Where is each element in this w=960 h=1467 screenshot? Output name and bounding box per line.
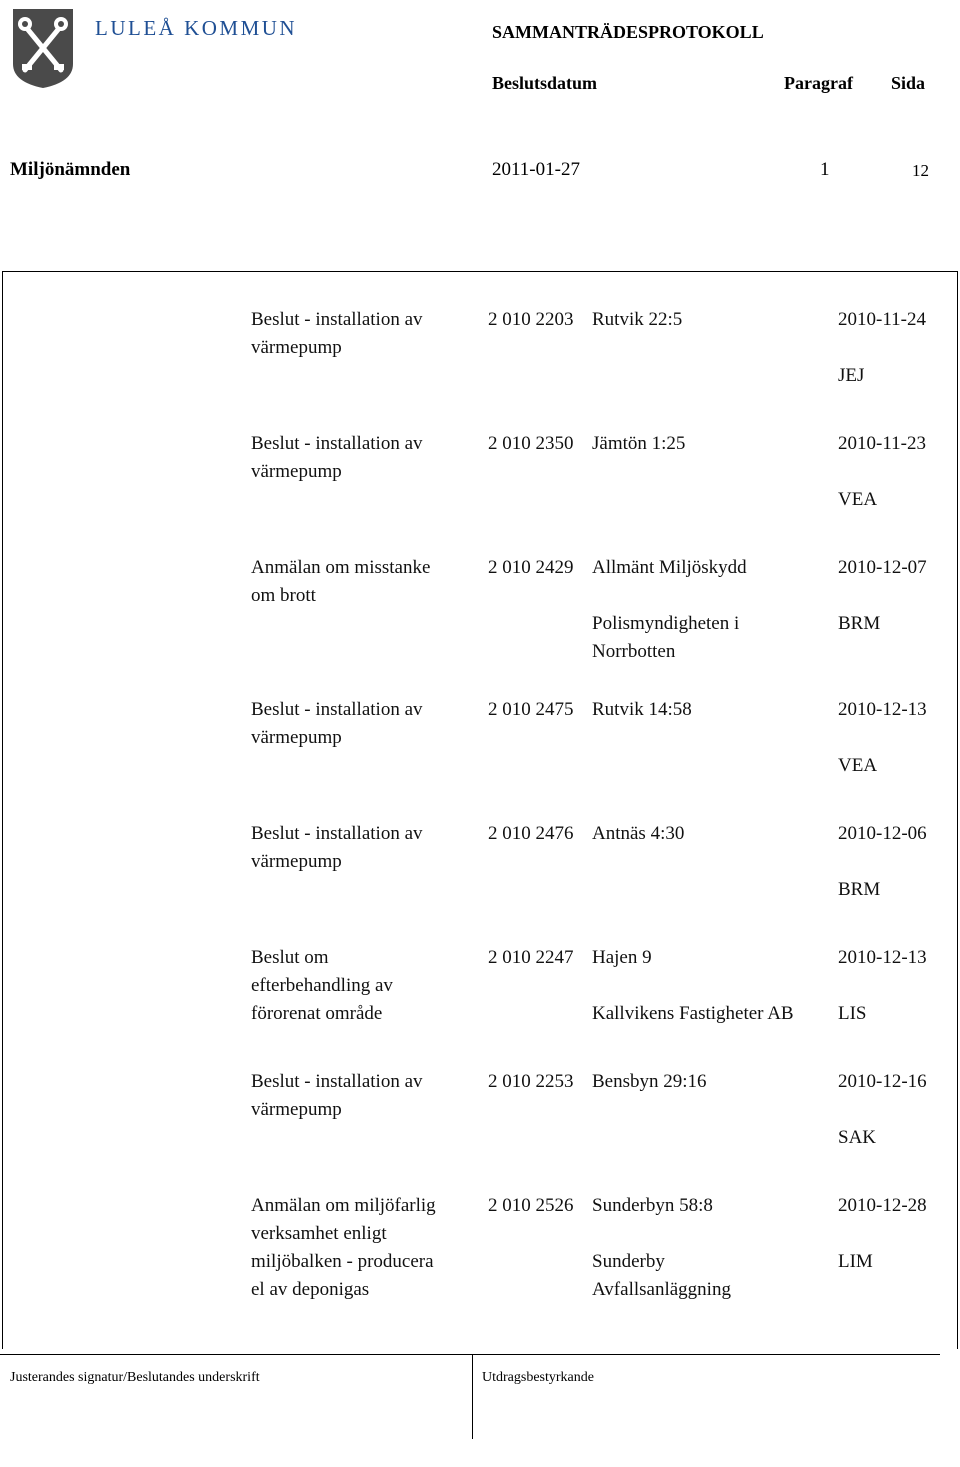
case-description: värmepump xyxy=(251,1099,342,1120)
case-property: Rutvik 22:5 xyxy=(592,309,683,330)
case-description: om brott xyxy=(251,585,316,606)
case-description: värmepump xyxy=(251,337,342,358)
case-date: 2010-12-28 xyxy=(838,1195,927,1216)
label-decision-date: Beslutsdatum xyxy=(492,73,598,93)
case-officer-sign: VEA xyxy=(838,755,878,776)
case-party: Polismyndigheten i xyxy=(592,613,740,634)
label-paragraph: Paragraf xyxy=(784,73,853,93)
case-party: Norrbotten xyxy=(592,641,676,662)
case-officer-sign: LIM xyxy=(838,1251,873,1272)
case-description: värmepump xyxy=(251,851,342,872)
case-number: 2 010 2253 xyxy=(488,1071,574,1092)
case-number: 2 010 2203 xyxy=(488,309,574,330)
case-number: 2 010 2429 xyxy=(488,557,574,578)
case-officer-sign: SAK xyxy=(838,1127,877,1148)
case-description: Beslut om xyxy=(251,947,329,968)
label-page: Sida xyxy=(891,73,926,93)
case-number: 2 010 2476 xyxy=(488,823,574,844)
case-date: 2010-11-23 xyxy=(838,433,926,454)
case-description: Anmälan om misstanke xyxy=(251,557,431,578)
page-number: 12 xyxy=(912,161,929,180)
signature-label: Justerandes signatur/Beslutandes underskrift xyxy=(10,1370,260,1385)
case-property: Rutvik 14:58 xyxy=(592,699,692,720)
case-number: 2 010 2475 xyxy=(488,699,574,720)
footer-divider xyxy=(0,1354,940,1355)
case-property: Allmänt Miljöskydd xyxy=(592,557,747,578)
case-officer-sign: BRM xyxy=(838,879,881,900)
paragraph-number: 1 xyxy=(820,159,830,180)
case-date: 2010-11-24 xyxy=(838,309,926,330)
committee-name: Miljönämnden xyxy=(10,159,131,180)
case-property: Bensbyn 29:16 xyxy=(592,1071,707,1092)
case-date: 2010-12-07 xyxy=(838,557,927,578)
brand-name: LULEÅ KOMMUN xyxy=(95,16,298,40)
case-party: Kallvikens Fastigheter AB xyxy=(592,1003,794,1024)
document-type: SAMMANTRÄDESPROTOKOLL xyxy=(492,22,764,42)
case-description: Anmälan om miljöfarlig xyxy=(251,1195,436,1216)
case-date: 2010-12-16 xyxy=(838,1071,927,1092)
case-description: Beslut - installation av xyxy=(251,1071,423,1092)
case-number: 2 010 2247 xyxy=(488,947,574,968)
case-date: 2010-12-13 xyxy=(838,947,927,968)
case-description: Beslut - installation av xyxy=(251,823,423,844)
case-description: Beslut - installation av xyxy=(251,433,423,454)
case-officer-sign: JEJ xyxy=(838,365,865,386)
case-date: 2010-12-06 xyxy=(838,823,927,844)
case-party: Sunderby xyxy=(592,1251,665,1272)
case-officer-sign: LIS xyxy=(838,1003,867,1024)
case-property: Jämtön 1:25 xyxy=(592,433,686,454)
certification-label: Utdragsbestyrkande xyxy=(482,1370,594,1385)
case-description: Beslut - installation av xyxy=(251,309,423,330)
case-number: 2 010 2526 xyxy=(488,1195,574,1216)
case-property: Antnäs 4:30 xyxy=(592,823,685,844)
case-description: värmepump xyxy=(251,727,342,748)
case-number: 2 010 2350 xyxy=(488,433,574,454)
footer-separator xyxy=(472,1354,473,1439)
case-description: Beslut - installation av xyxy=(251,699,423,720)
case-description: el av deponigas xyxy=(251,1279,370,1300)
case-officer-sign: VEA xyxy=(838,489,878,510)
case-officer-sign: BRM xyxy=(838,613,881,634)
case-description: miljöbalken - producera xyxy=(251,1251,434,1272)
case-list-frame xyxy=(2,271,958,1349)
case-description: värmepump xyxy=(251,461,342,482)
case-description: efterbehandling av xyxy=(251,975,393,996)
case-description: verksamhet enligt xyxy=(251,1223,387,1244)
case-date: 2010-12-13 xyxy=(838,699,927,720)
case-description: förorenat område xyxy=(251,1003,383,1024)
case-property: Hajen 9 xyxy=(592,947,652,968)
case-property: Sunderbyn 58:8 xyxy=(592,1195,713,1216)
crossed-keys-coat-of-arms-icon xyxy=(10,6,76,90)
case-party: Avfallsanläggning xyxy=(592,1279,731,1300)
meeting-date: 2011-01-27 xyxy=(492,159,580,180)
